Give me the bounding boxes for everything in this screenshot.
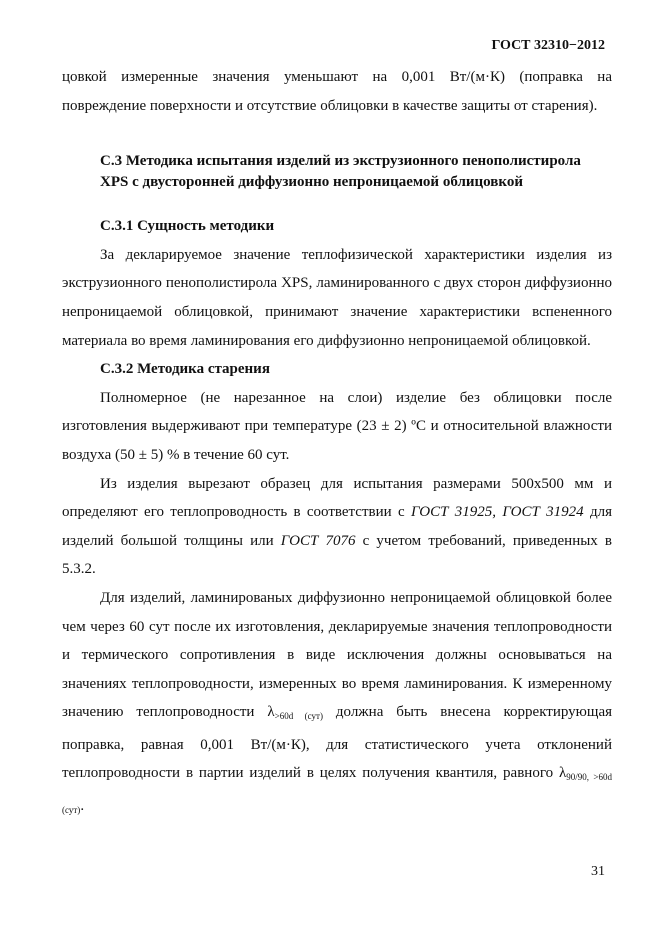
subsection-c32-heading: С.3.2 Методика старения xyxy=(100,361,270,378)
text-run: . xyxy=(80,798,85,815)
gost-reference: ГОСТ 7076 xyxy=(280,532,356,549)
section-c3-title-line1: С.3 Методика испытания изделий из экструзионного пенополистирола xyxy=(100,153,581,170)
lambda-symbol: λ xyxy=(559,765,567,782)
lambda-subscript: 90/90, >60d (сут) xyxy=(62,772,612,816)
page-number: 31 xyxy=(591,864,605,879)
text-run: должна быть внесена корректирующая поправка, равная 0,001 Вт/(м·К), для статистического учета отклонений теплопроводности в партии изделий в целях получения квантиля, равного xyxy=(62,704,613,782)
paragraph-laminated-products xyxy=(62,584,612,825)
page-body xyxy=(62,63,612,825)
paragraph-continuation: цовкой измеренные значения уменьшают на 0,001 Вт/(м·К) (поправка на повреждение поверхности и отсутствие облицовки в качестве защиты от старения). xyxy=(62,69,612,114)
text-run: Для изделий, ламинированых диффузионно непроницаемой облицовкой более чем через 60 сут после их изготовления, декларируемые значения теплопроводности и термического сопротивления в виде исключения должны основываться на значениях теплопроводности, измеренных во время ламинирования. К измеренному значению теплопроводности xyxy=(62,589,612,721)
gost-reference: ГОСТ 31925, ГОСТ 31924 xyxy=(410,504,584,521)
paragraph-specimen xyxy=(62,470,612,584)
section-c3-title-line2: XPS с двусторонней диффузионно непроницаемой облицовкой xyxy=(100,174,523,191)
section-c3-title xyxy=(62,151,612,193)
document-code: ГОСТ 32310−2012 xyxy=(491,38,605,53)
text-run: для изделий большой толщины или xyxy=(62,504,613,549)
subsection-c31-heading: С.3.1 Сущность методики xyxy=(100,218,275,235)
paragraph-aging-conditions: Полномерное (не нарезанное на слои) изделие без облицовки после изготовления выдерживают при температуре (23 ± 2) ºС и относительной влажности воздуха (50 ± 5) % в течение 60 сут. xyxy=(62,389,612,463)
text-run: с учетом требований, приведенных в 5.3.2. xyxy=(62,532,613,578)
lambda-symbol: λ xyxy=(267,704,275,721)
subsection-c31-body: За декларируемое значение теплофизической характеристики изделия из экструзионного пенополистирола XPS, ламинированного с двух сторон диффузионно непроницаемой облицовкой, принимают значение характеристики вспененного материала во время ламинирования его диффузионно непроницаемой облицовкой. xyxy=(62,246,612,349)
lambda-subscript: >60d (сут) xyxy=(274,711,323,722)
text-run: Из изделия вырезают образец для испытания размерами 500х500 мм и определяют его теплопроводность в соответствии с xyxy=(62,475,612,521)
